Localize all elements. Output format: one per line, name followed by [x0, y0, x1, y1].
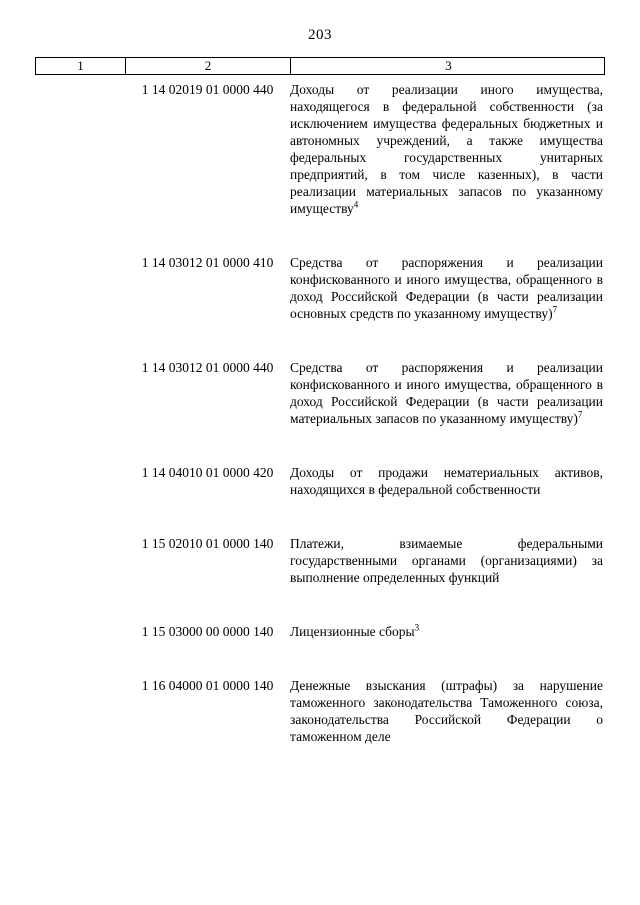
row-code: 1 16 04000 01 0000 140 [141, 678, 274, 693]
row-description-text: Доходы от реализации иного имущества, находящегося в федеральной собственности (за исключением имущества федеральных бюджетных и автономных учреждений, а также имущества федеральных государственных унитарных предприятий, в том числе казенных), в части реализации материальных запасов по указанному имуществу [290, 82, 603, 216]
row-code: 1 14 02019 01 0000 440 [141, 82, 274, 97]
row-empty-cell [35, 464, 125, 498]
table-header-row [35, 57, 605, 75]
row-empty-cell [35, 623, 125, 640]
table-row [35, 535, 605, 586]
page-number: 203 [308, 27, 332, 43]
row-empty-cell [35, 359, 125, 427]
row-description [290, 535, 605, 586]
row-description [290, 464, 605, 498]
row-description [290, 81, 605, 217]
footnote-ref: 4 [353, 199, 359, 210]
row-description-text: Денежные взыскания (штрафы) за нарушение таможенного законодательства Таможенного союза, законодательства Российской Федерации о таможенном деле [290, 678, 603, 744]
table-header-cell-3: 3 [445, 58, 452, 73]
row-description [290, 359, 605, 427]
row-code: 1 14 03012 01 0000 440 [141, 360, 274, 375]
row-description-text: Доходы от продажи нематериальных активов, находящихся в федеральной собственности [290, 465, 603, 497]
table-row [35, 464, 605, 498]
table-header-cell-2: 2 [126, 58, 291, 74]
table-header-cell-1: 1 [36, 58, 126, 74]
row-description [290, 677, 605, 745]
row-empty-cell [35, 535, 125, 586]
row-description-text: Лицензионные сборы [290, 624, 415, 639]
classification-table [35, 57, 605, 745]
row-code: 1 15 03000 00 0000 140 [141, 624, 274, 639]
row-code: 1 14 04010 01 0000 420 [141, 465, 274, 480]
table-row [35, 359, 605, 427]
footnote-ref: 7 [577, 409, 583, 420]
table-row [35, 623, 605, 640]
row-description-text: Средства от распоряжения и реализации конфискованного и иного имущества, обращенного в доход Российской Федерации (в части реализации материальных запасов по указанному имуществу) [290, 360, 603, 426]
row-empty-cell [35, 254, 125, 322]
row-code: 1 15 02010 01 0000 140 [141, 536, 274, 551]
row-code: 1 14 03012 01 0000 410 [141, 255, 274, 270]
row-description-text: Средства от распоряжения и реализации конфискованного и иного имущества, обращенного в доход Российской Федерации (в части реализации основных средств по указанному имуществу) [290, 255, 603, 321]
row-empty-cell [35, 81, 125, 217]
table-row [35, 81, 605, 217]
row-description-text: Платежи, взимаемые федеральными государственными органами (организациями) за выполнение определенных функций [290, 536, 603, 585]
row-description [290, 623, 605, 640]
table-body [35, 75, 605, 745]
footnote-ref: 7 [552, 304, 558, 315]
table-row [35, 254, 605, 322]
row-description [290, 254, 605, 322]
row-empty-cell [35, 677, 125, 745]
table-row [35, 677, 605, 745]
footnote-ref: 3 [414, 622, 420, 633]
